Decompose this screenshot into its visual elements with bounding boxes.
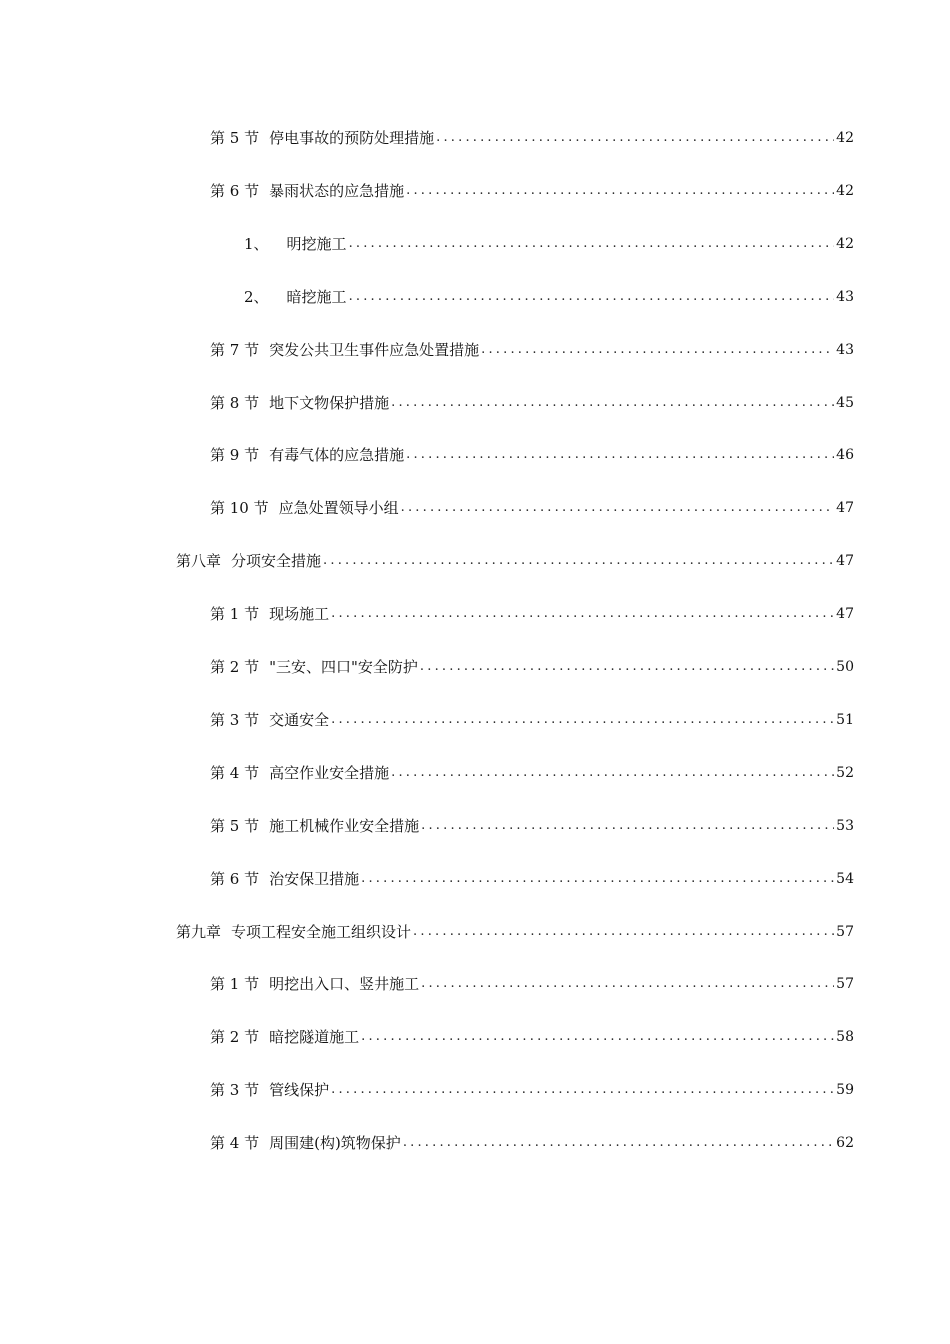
toc-entry-section[interactable] xyxy=(210,1017,854,1057)
toc-entry-title: 停电事故的预防处理措施 xyxy=(269,129,435,147)
toc-dot-leader xyxy=(349,277,835,317)
toc-entry-title: 暗挖施工 xyxy=(286,287,347,306)
toc-entry-title: 交通安全 xyxy=(269,710,330,729)
toc-dot-leader xyxy=(391,753,834,793)
toc-page-number: 45 xyxy=(836,394,854,411)
toc-page-number: 47 xyxy=(836,553,854,570)
toc-entry-title: "三安、四口"安全防护 xyxy=(269,658,418,676)
toc-entry-item[interactable] xyxy=(244,224,854,264)
toc-entry-chapter[interactable] xyxy=(176,912,854,952)
toc-page-number: 54 xyxy=(836,870,854,887)
toc-entry-number: 第 4 节 xyxy=(210,763,260,782)
toc-dot-leader xyxy=(323,541,834,581)
toc-page-number: 42 xyxy=(836,182,854,199)
toc-page-number: 62 xyxy=(836,1135,854,1152)
toc-entry-number: 第 6 节 xyxy=(210,181,260,200)
toc-page-number: 42 xyxy=(836,235,854,252)
toc-entry-section[interactable] xyxy=(210,859,854,899)
toc-entry-title: 周围建(构)筑物保护 xyxy=(269,1134,401,1153)
toc-dot-leader xyxy=(413,912,834,952)
toc-entry-number: 第 3 节 xyxy=(210,710,260,729)
toc-dot-leader xyxy=(421,964,834,1004)
toc-entry-section[interactable] xyxy=(210,118,854,158)
toc-entry-section[interactable] xyxy=(210,171,854,211)
toc-entry-section[interactable] xyxy=(210,594,854,634)
toc-entry-section[interactable] xyxy=(210,806,854,846)
toc-page-number: 58 xyxy=(836,1029,854,1046)
toc-page-number: 57 xyxy=(836,923,854,940)
toc-entry-number: 第 6 节 xyxy=(210,869,260,888)
toc-dot-leader xyxy=(401,488,835,528)
toc-entry-number: 第 1 节 xyxy=(210,605,260,624)
toc-page-number: 52 xyxy=(836,764,854,781)
toc-page-number: 50 xyxy=(836,659,854,675)
toc-entry-number: 第 10 节 xyxy=(210,499,269,518)
toc-entry-number: 第 1 节 xyxy=(210,975,260,994)
toc-dot-leader xyxy=(481,330,834,370)
toc-entry-number: 第 4 节 xyxy=(210,1134,260,1153)
toc-entry-number: 1、 xyxy=(244,234,269,253)
toc-entry-title: 管线保护 xyxy=(269,1081,330,1100)
toc-dot-leader xyxy=(421,806,834,846)
toc-entry-item[interactable] xyxy=(244,277,854,317)
toc-entry-title: 专项工程安全施工组织设计 xyxy=(231,922,412,941)
toc-page-number: 47 xyxy=(836,500,854,517)
toc-page-number: 57 xyxy=(836,976,854,993)
toc-page-number: 43 xyxy=(836,288,854,305)
toc-page-number: 51 xyxy=(836,711,854,728)
toc-entry-section[interactable] xyxy=(210,700,854,740)
toc-entry-title: 治安保卫措施 xyxy=(269,869,360,888)
toc-entry-title: 现场施工 xyxy=(269,605,330,624)
toc-entry-number: 第九章 xyxy=(176,922,222,941)
toc-dot-leader xyxy=(403,1123,834,1163)
toc-dot-leader xyxy=(406,435,834,475)
toc-dot-leader xyxy=(391,383,834,423)
toc-entry-number: 第 9 节 xyxy=(210,446,260,465)
toc-entry-number: 第八章 xyxy=(176,552,222,571)
toc-entry-number: 第 2 节 xyxy=(210,1028,260,1047)
toc-entry-title: 突发公共卫生事件应急处置措施 xyxy=(269,340,480,359)
toc-dot-leader xyxy=(349,224,835,264)
toc-entry-number: 第 5 节 xyxy=(210,816,260,835)
toc-entry-section[interactable] xyxy=(210,435,854,475)
toc-entry-section[interactable] xyxy=(210,647,854,687)
toc-page-number: 46 xyxy=(836,447,854,464)
toc-entry-number: 第 8 节 xyxy=(210,393,260,412)
toc-dot-leader xyxy=(420,647,834,687)
toc-page-number: 42 xyxy=(836,130,854,146)
toc-entry-number: 第 2 节 xyxy=(210,658,260,676)
toc-entry-number: 2、 xyxy=(244,287,269,306)
toc-page-number: 59 xyxy=(836,1082,854,1099)
toc-dot-leader xyxy=(361,859,834,899)
toc-entry-title: 有毒气体的应急措施 xyxy=(269,446,405,465)
toc-entry-title: 应急处置领导小组 xyxy=(278,499,399,518)
toc-entry-section[interactable] xyxy=(210,753,854,793)
toc-dot-leader xyxy=(331,594,834,634)
toc-entry-title: 明挖施工 xyxy=(286,234,347,253)
toc-dot-leader xyxy=(331,1070,834,1110)
toc-entry-chapter[interactable] xyxy=(176,541,854,581)
toc-entry-title: 明挖出入口、竖井施工 xyxy=(269,975,420,994)
toc-entry-section[interactable] xyxy=(210,488,854,528)
toc-page-number: 53 xyxy=(836,817,854,834)
toc-entry-section[interactable] xyxy=(210,1070,854,1110)
toc-dot-leader xyxy=(406,171,834,211)
toc-dot-leader xyxy=(331,700,834,740)
toc-entry-title: 高空作业安全措施 xyxy=(269,763,390,782)
toc-entry-number: 第 7 节 xyxy=(210,340,260,359)
toc-entry-title: 分项安全措施 xyxy=(231,552,322,571)
toc-entry-title: 施工机械作业安全措施 xyxy=(269,816,420,835)
toc-entry-title: 暴雨状态的应急措施 xyxy=(269,181,405,200)
toc-entry-title: 暗挖隧道施工 xyxy=(269,1028,360,1047)
toc-entry-section[interactable] xyxy=(210,383,854,423)
toc-entry-section[interactable] xyxy=(210,330,854,370)
toc-entry-title: 地下文物保护措施 xyxy=(269,393,390,412)
toc-entry-section[interactable] xyxy=(210,1123,854,1163)
toc-entry-number: 第 3 节 xyxy=(210,1081,260,1100)
toc-entry-section[interactable] xyxy=(210,964,854,1004)
toc-dot-leader xyxy=(436,118,834,158)
toc-page-number: 43 xyxy=(836,341,854,358)
toc-entry-number: 第 5 节 xyxy=(210,129,260,147)
toc-dot-leader xyxy=(361,1017,834,1057)
toc-page-number: 47 xyxy=(836,606,854,623)
